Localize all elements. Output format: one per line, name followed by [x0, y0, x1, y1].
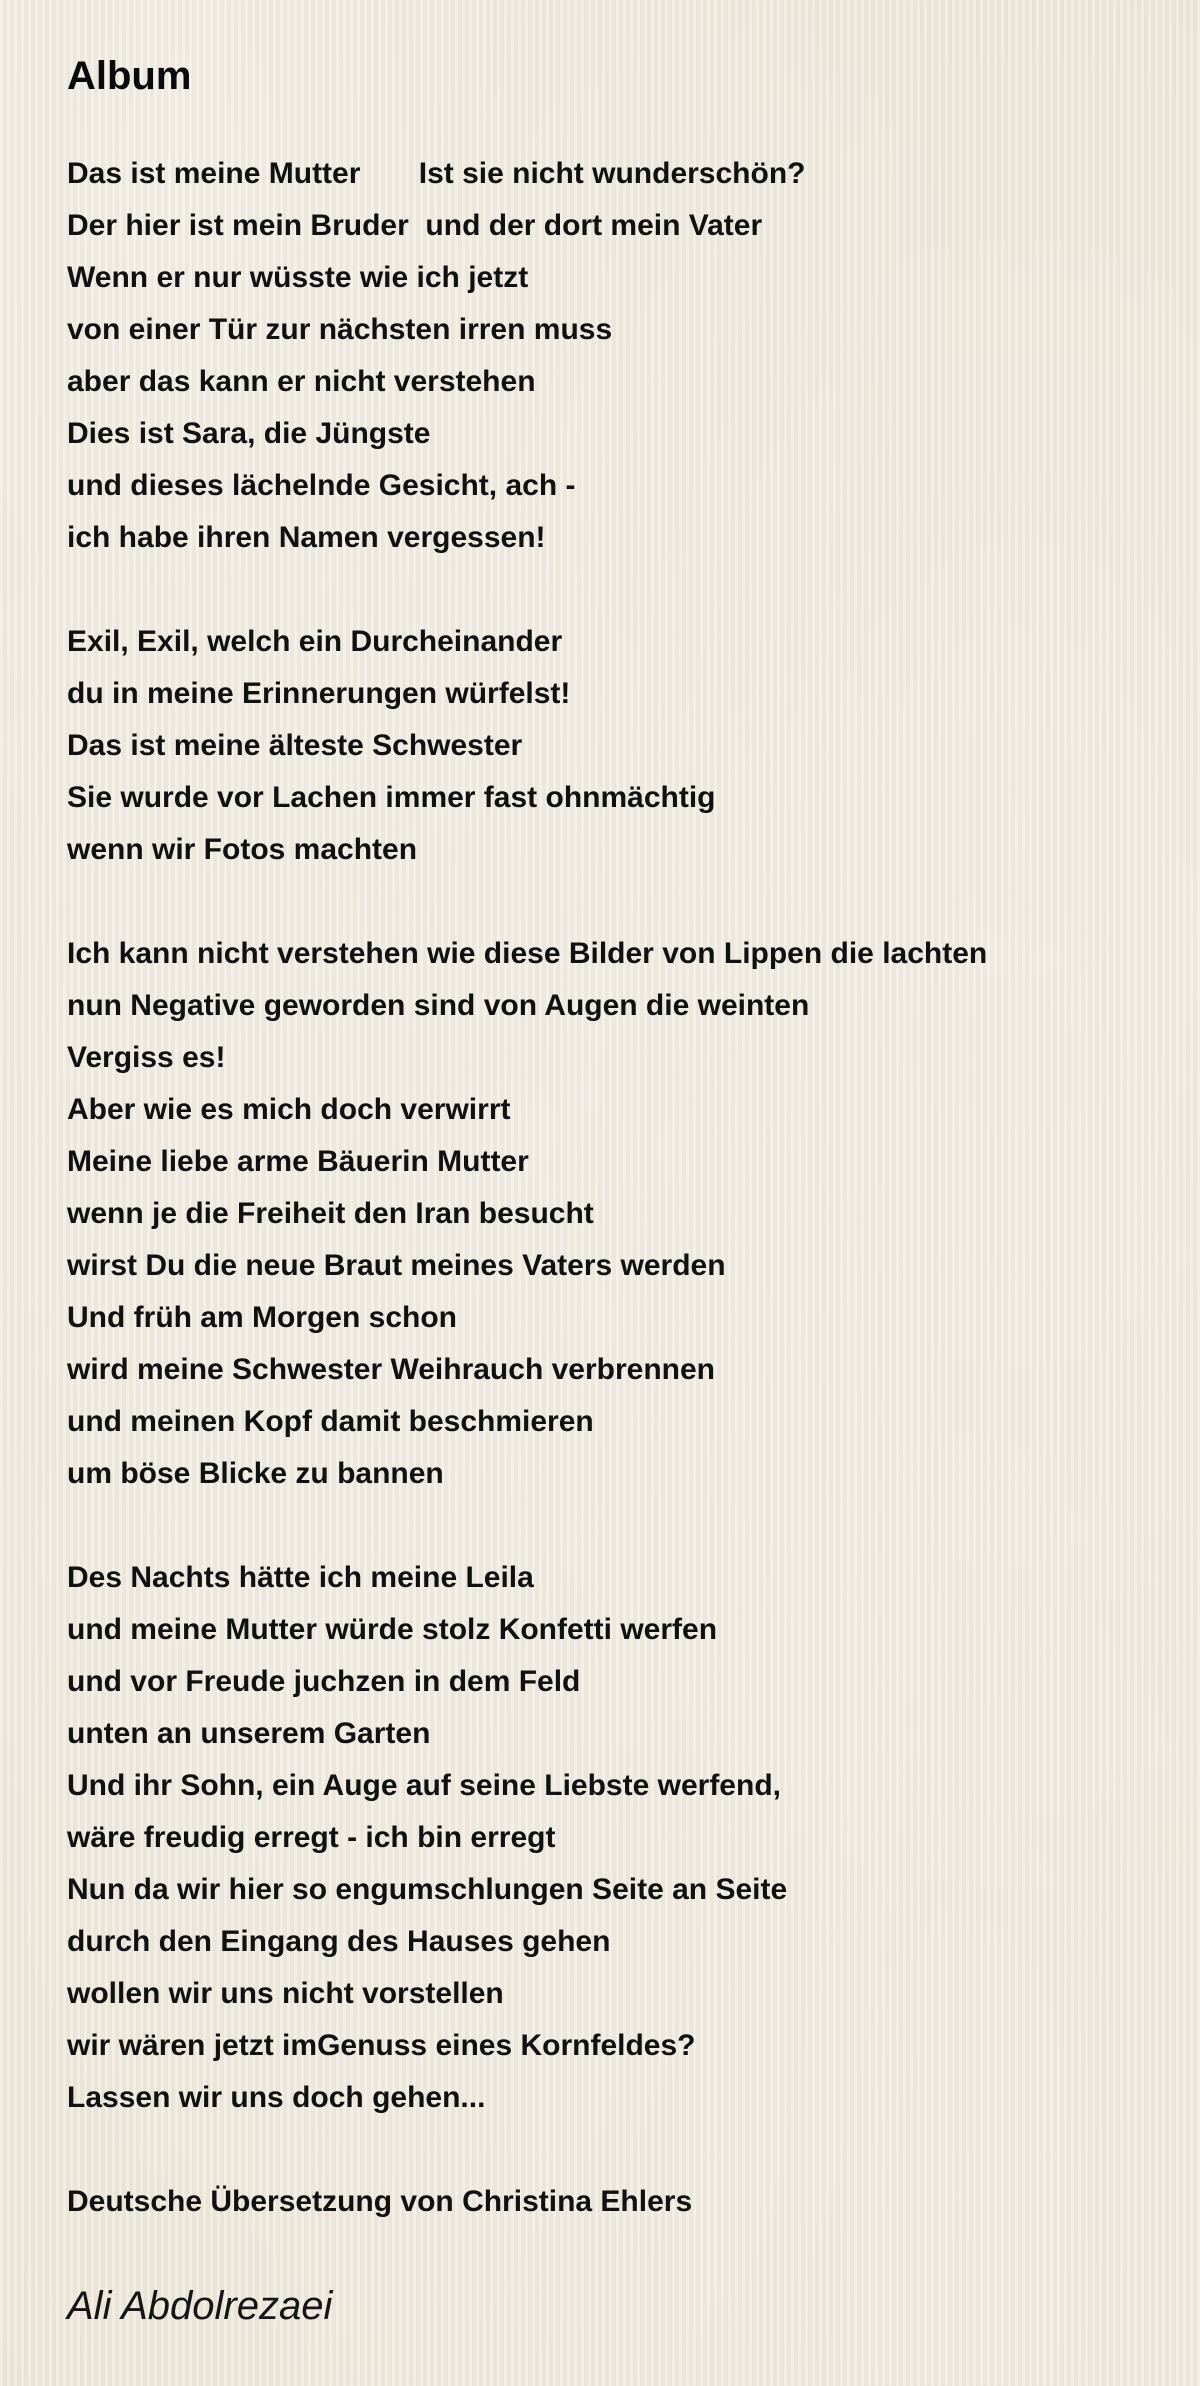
poem-line: Meine liebe arme Bäuerin Mutter [67, 1145, 529, 1178]
author-signature: Ali Abdolrezaei [67, 2284, 333, 2328]
poem-line: und vor Freude juchzen in dem Feld [67, 1665, 581, 1698]
poem-stanza-3 [67, 928, 987, 1500]
poem-line: Dies ist Sara, die Jüngste [67, 417, 431, 450]
poem-line: wenn je die Freiheit den Iran besucht [67, 1197, 594, 1230]
poem-line: durch den Eingang des Hauses gehen [67, 1925, 611, 1958]
poem-line: und dieses lächelnde Gesicht, ach - [67, 469, 576, 502]
poem-line: Sie wurde vor Lachen immer fast ohnmächtig [67, 781, 716, 814]
poem-line: wird meine Schwester Weihrauch verbrennen [67, 1353, 715, 1386]
poem-line: Wenn er nur wüsste wie ich jetzt [67, 261, 529, 294]
poem-line: Exil, Exil, welch ein Durcheinander [67, 625, 563, 658]
poem-line: Des Nachts hätte ich meine Leila [67, 1561, 534, 1594]
poem-stanza-2 [67, 616, 716, 876]
poem-line: Und ihr Sohn, ein Auge auf seine Liebste werfend, [67, 1769, 781, 1802]
poem-line: wenn wir Fotos machten [67, 833, 418, 866]
poem-title: Album [67, 54, 192, 98]
poem-line: wirst Du die neue Braut meines Vaters werden [67, 1249, 726, 1282]
poem-line: von einer Tür zur nächsten irren muss [67, 313, 613, 346]
poem-line: wollen wir uns nicht vorstellen [67, 1977, 504, 2010]
poem-line: Lassen wir uns doch gehen... [67, 2081, 486, 2114]
poem-line: unten an unserem Garten [67, 1717, 431, 1750]
poem-line: Vergiss es! [67, 1041, 226, 1074]
poem-line: um böse Blicke zu bannen [67, 1457, 444, 1490]
poem-line: wäre freudig erregt - ich bin erregt [67, 1821, 556, 1854]
poem-line: Der hier ist mein Bruder und der dort mein Vater [67, 209, 763, 242]
poem-stanza-1 [67, 148, 805, 564]
poem-line: Aber wie es mich doch verwirrt [67, 1093, 511, 1126]
poem-line: und meinen Kopf damit beschmieren [67, 1405, 594, 1438]
poem-line: Das ist meine Mutter Ist sie nicht wunderschön? [67, 157, 806, 190]
poem-line: aber das kann er nicht verstehen [67, 365, 536, 398]
poem-line: ich habe ihren Namen vergessen! [67, 521, 546, 554]
translator-credit: Deutsche Übersetzung von Christina Ehlers [67, 2185, 693, 2218]
poem-line: Ich kann nicht verstehen wie diese Bilder von Lippen die lachten [67, 937, 988, 970]
poem-line: Das ist meine älteste Schwester [67, 729, 523, 762]
poem-stanza-4 [67, 1552, 787, 2124]
poem-line: wir wären jetzt imGenuss eines Kornfeldes? [67, 2029, 696, 2062]
poem-line: und meine Mutter würde stolz Konfetti werfen [67, 1613, 718, 1646]
poem-line: du in meine Erinnerungen würfelst! [67, 677, 571, 710]
poem-line: Nun da wir hier so engumschlungen Seite an Seite [67, 1873, 788, 1906]
poem-line: nun Negative geworden sind von Augen die weinten [67, 989, 810, 1022]
poem-line: Und früh am Morgen schon [67, 1301, 457, 1334]
